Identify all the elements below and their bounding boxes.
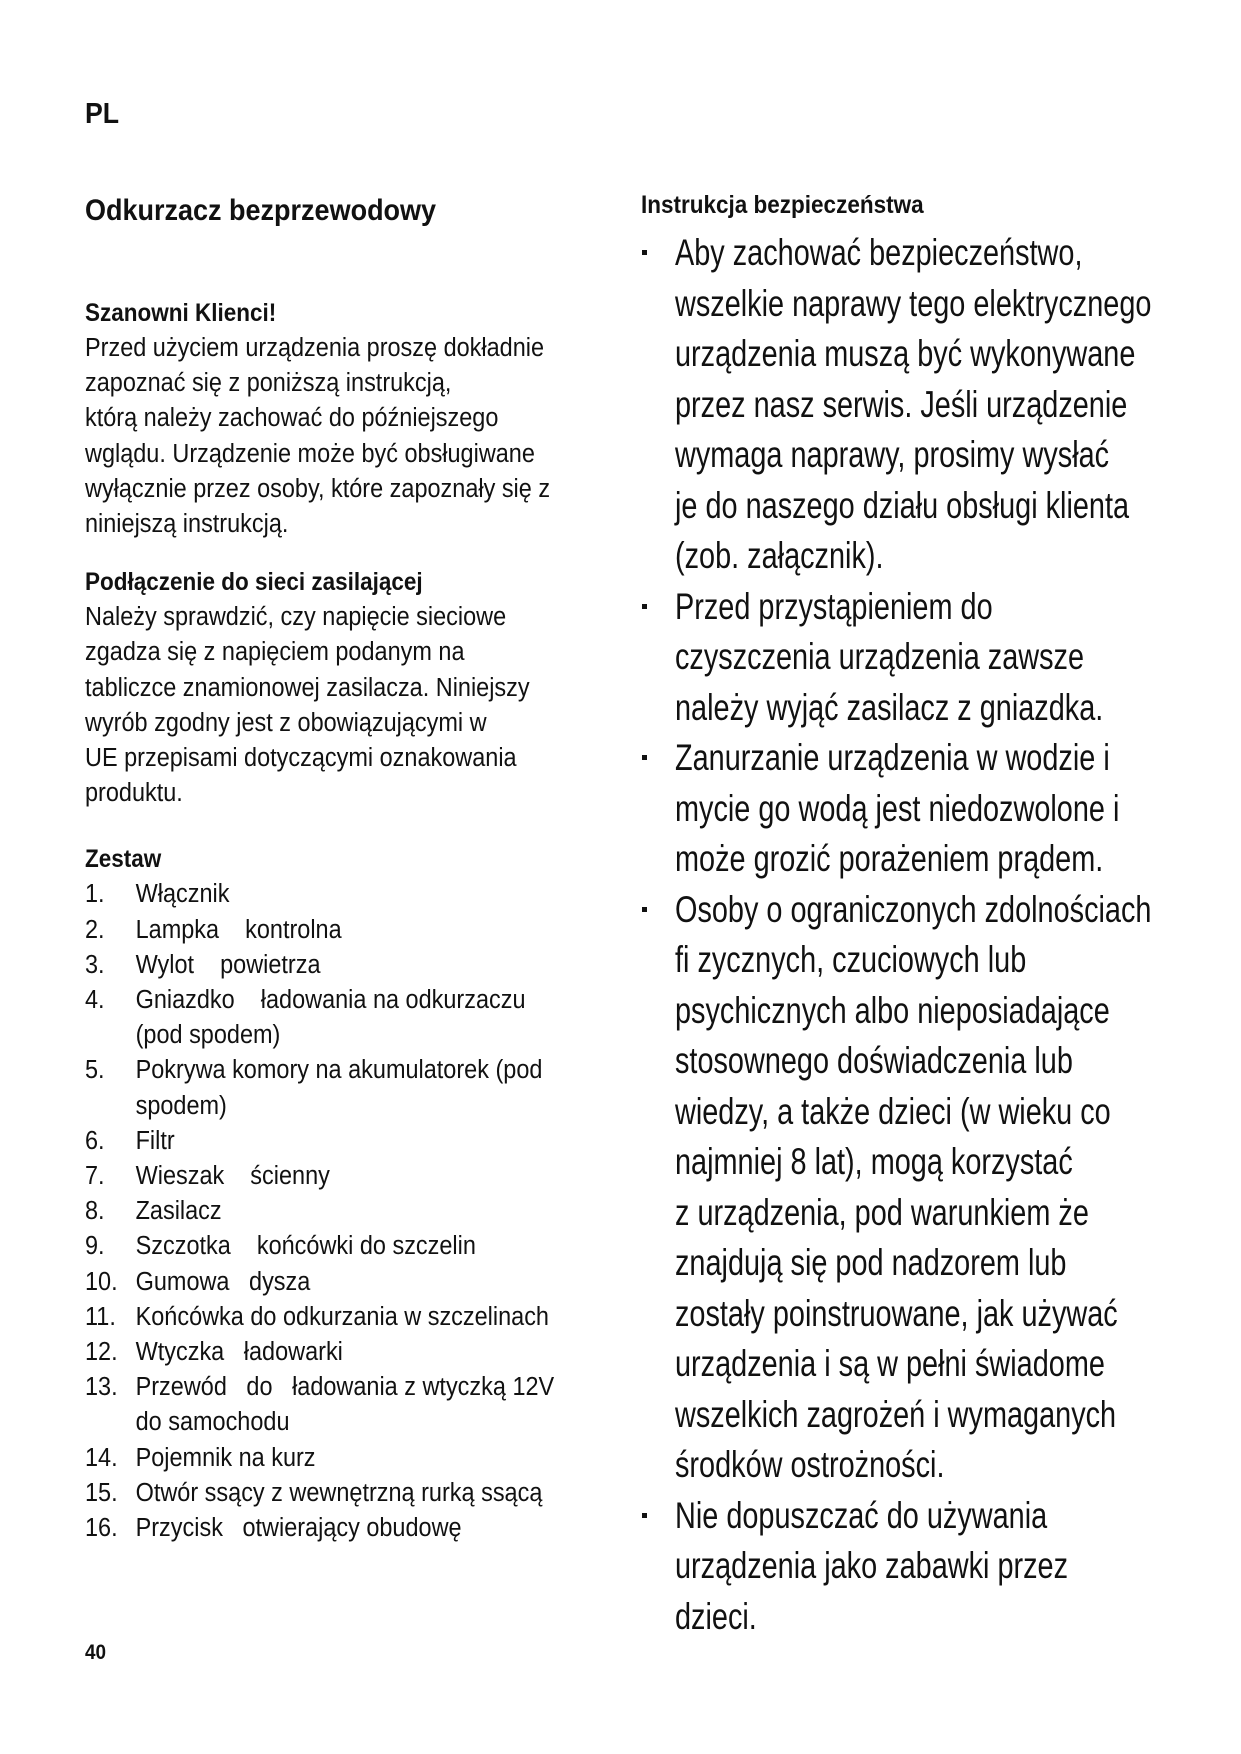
- set-item-line: [85, 948, 582, 983]
- safety-bullet-line: urządzenia muszą być wykonywane: [675, 333, 1136, 374]
- safety-bullet-line: wiedzy, a także dzieci (w wieku co: [675, 1090, 1111, 1132]
- bullet-icon: [642, 755, 647, 760]
- set-item-number: 10.: [85, 1267, 118, 1296]
- set-list-item: [85, 1265, 625, 1300]
- safety-bullet-line: psychicznych albo nieposiadające: [675, 989, 1110, 1031]
- set-list-item: [85, 1159, 625, 1194]
- set-item-continuation: (pod spodem): [135, 1021, 281, 1050]
- greeting-line: niniejszą instrukcją.: [85, 510, 289, 539]
- set-list-item: [85, 1335, 625, 1370]
- set-item-text: Otwór ssący z wewnętrzną rurką ssącą: [135, 1478, 543, 1507]
- safety-bullet-line: czyszczenia urządzenia zawsze: [675, 636, 1085, 677]
- set-item-text: Przycisk otwierający obudowę: [135, 1514, 462, 1543]
- greeting-paragraph: [85, 331, 625, 542]
- safety-bullet-line: Przed przystąpieniem do: [675, 585, 993, 627]
- set-list: [85, 877, 625, 1546]
- set-heading: Zestaw: [85, 845, 162, 874]
- safety-bullet-line: z urządzenia, pod warunkiem że: [675, 1191, 1089, 1233]
- bullet-icon: [642, 604, 647, 609]
- set-item-number: 2.: [85, 915, 105, 944]
- greeting-line: wglądu. Urządzenie może być obsługiwane: [85, 439, 535, 468]
- safety-bullet: [641, 885, 1201, 1491]
- set-item-line: [85, 1265, 582, 1300]
- set-item-text: Gniazdko ładowania na odkurzaczu: [135, 986, 526, 1015]
- set-item-text: Końcówka do odkurzania w szczelinach: [135, 1302, 549, 1331]
- set-item-line: [85, 1370, 582, 1405]
- set-item-number: 7.: [85, 1162, 105, 1191]
- greeting-line: zapoznać się z poniższą instrukcją,: [85, 369, 452, 398]
- set-item-number: 5.: [85, 1056, 105, 1085]
- set-item-text: Pojemnik na kurz: [135, 1443, 316, 1472]
- greeting-section: [85, 296, 625, 542]
- safety-bullet-line: (zob. załącznik).: [675, 535, 884, 576]
- left-column: [85, 192, 625, 1546]
- set-item-line: [85, 1124, 582, 1159]
- set-item-number: 6.: [85, 1126, 105, 1155]
- set-item-text: Pokrywa komory na akumulatorek (pod: [135, 1056, 543, 1085]
- safety-list: [641, 228, 1201, 1642]
- set-item-text: Gumowa dysza: [135, 1267, 311, 1296]
- safety-bullet-line: wymaga naprawy, prosimy wysłać: [675, 434, 1110, 475]
- safety-bullet: [641, 733, 1201, 885]
- power-paragraph: [85, 600, 625, 811]
- set-item-text: Filtr: [135, 1126, 175, 1155]
- set-list-item: [85, 877, 625, 912]
- set-list-item: [85, 1300, 625, 1335]
- set-list-item: [85, 1370, 625, 1440]
- power-line: tabliczce znamionowej zasilacza. Niniejszy: [85, 673, 530, 702]
- set-item-number: 11.: [85, 1302, 116, 1331]
- greeting-line: wyłącznie przez osoby, które zapoznały się z: [85, 474, 551, 503]
- set-item-line: [85, 983, 582, 1018]
- safety-bullet-line: znajdują się pod nadzorem lub: [675, 1242, 1067, 1283]
- set-item-number: 1.: [85, 880, 105, 909]
- bullet-icon: [642, 1513, 647, 1518]
- safety-bullet-line: Osoby o ograniczonych zdolnościach: [675, 888, 1152, 930]
- set-item-number: 14.: [85, 1443, 118, 1472]
- set-item-line: [85, 913, 582, 948]
- right-column: [641, 188, 1201, 1642]
- power-heading: Podłączenie do sieci zasilającej: [85, 568, 423, 597]
- safety-bullet-line: należy wyjąć zasilacz z gniazdka.: [675, 686, 1104, 728]
- bullet-icon: [642, 907, 647, 912]
- safety-bullet-line: może grozić porażeniem prądem.: [675, 838, 1104, 879]
- set-list-item: [85, 1476, 625, 1511]
- set-list-item: [85, 913, 625, 948]
- set-item-number: 13.: [85, 1373, 118, 1402]
- safety-bullet-line: najmniej 8 lat), mogą korzystać: [675, 1141, 1073, 1182]
- set-item-number: 15.: [85, 1478, 118, 1507]
- power-line: UE przepisami dotyczącymi oznakowania: [85, 744, 517, 773]
- set-item-number: 16.: [85, 1514, 118, 1543]
- set-list-item: [85, 1194, 625, 1229]
- set-list-item: [85, 1124, 625, 1159]
- set-item-text: Wtyczka ładowarki: [135, 1338, 343, 1367]
- document-title: Odkurzacz bezprzewodowy: [85, 194, 437, 227]
- safety-bullet-line: środków ostrożności.: [675, 1444, 945, 1485]
- safety-bullet-line: mycie go wodą jest niedozwolone i: [675, 787, 1120, 829]
- set-list-item: [85, 1053, 625, 1123]
- greeting-line: którą należy zachować do późniejszego: [85, 404, 499, 433]
- set-list-item: [85, 948, 625, 983]
- set-item-number: 9.: [85, 1232, 105, 1261]
- greeting-line: Przed użyciem urządzenia proszę dokładnie: [85, 334, 545, 362]
- safety-bullet-line: Aby zachować bezpieczeństwo,: [675, 232, 1083, 273]
- set-item-number: 12.: [85, 1338, 118, 1367]
- set-item-continuation: do samochodu: [135, 1408, 290, 1437]
- bullet-icon: [642, 250, 647, 255]
- safety-bullet-line: je do naszego działu obsługi klienta: [675, 484, 1130, 526]
- safety-bullet-line: przez nasz serwis. Jeśli urządzenie: [675, 383, 1128, 425]
- set-item-line: [85, 1194, 582, 1229]
- set-item-line: [85, 877, 582, 912]
- set-item-line: [85, 1300, 582, 1335]
- safety-bullet-line: urządzenia jako zabawki przez: [675, 1545, 1069, 1586]
- safety-bullet-line: fi zycznych, czuciowych lub: [675, 939, 1027, 980]
- set-item-text: Lampka kontrolna: [135, 915, 342, 944]
- safety-heading: Instrukcja bezpieczeństwa: [641, 191, 924, 219]
- power-section: [85, 565, 625, 811]
- set-item-text: Przewód do ładowania z wtyczką 12V: [135, 1373, 555, 1402]
- power-line: zgadza się z napięciem podanym na: [85, 638, 465, 667]
- safety-bullet: [641, 1491, 1201, 1643]
- set-list-item: [85, 1511, 625, 1546]
- power-line: wyrób zgodny jest z obowiązującymi w: [85, 708, 487, 737]
- set-section: [85, 842, 625, 1546]
- set-item-number: 4.: [85, 986, 105, 1015]
- set-item-text: Włącznik: [135, 880, 230, 909]
- set-item-text: Wieszak ścienny: [135, 1162, 330, 1191]
- set-item-line: [85, 1476, 582, 1511]
- page-number: 40: [85, 1641, 107, 1664]
- set-list-item: [85, 1229, 625, 1264]
- safety-bullet-line: stosownego doświadczenia lub: [675, 1040, 1073, 1081]
- set-item-line: [85, 1053, 582, 1088]
- set-item-line: [85, 1335, 582, 1370]
- set-list-item: [85, 983, 625, 1053]
- safety-bullet-line: zostały poinstruowane, jak używać: [675, 1292, 1118, 1334]
- set-item-line: [85, 1159, 582, 1194]
- set-item-number: 8.: [85, 1197, 105, 1226]
- set-item-text: Wylot powietrza: [135, 950, 321, 979]
- set-item-line: [85, 1511, 582, 1546]
- safety-bullet: [641, 582, 1201, 734]
- safety-bullet-line: Nie dopuszczać do używania: [675, 1494, 1048, 1536]
- safety-bullet: [641, 228, 1201, 582]
- safety-bullet-line: wszelkich zagrożeń i wymaganych: [675, 1393, 1117, 1435]
- power-line: Należy sprawdzić, czy napięcie sieciowe: [85, 603, 507, 632]
- greeting-heading: Szanowni Klienci!: [85, 299, 277, 327]
- safety-bullet-line: urządzenia i są w pełni świadome: [675, 1343, 1105, 1384]
- language-code: PL: [85, 98, 120, 130]
- set-item-text: Szczotka końcówki do szczelin: [135, 1232, 476, 1261]
- power-line: produktu.: [85, 779, 183, 808]
- set-item-line: [85, 1229, 582, 1264]
- safety-bullet-line: dzieci.: [675, 1595, 757, 1637]
- set-item-continuation: spodem): [135, 1091, 227, 1120]
- set-item-number: 3.: [85, 950, 105, 979]
- safety-bullet-line: Zanurzanie urządzenia w wodzie i: [675, 737, 1110, 778]
- set-item-text: Zasilacz: [135, 1197, 222, 1226]
- set-list-item: [85, 1441, 625, 1476]
- safety-bullet-line: wszelkie naprawy tego elektrycznego: [675, 282, 1152, 324]
- set-item-line: [85, 1441, 582, 1476]
